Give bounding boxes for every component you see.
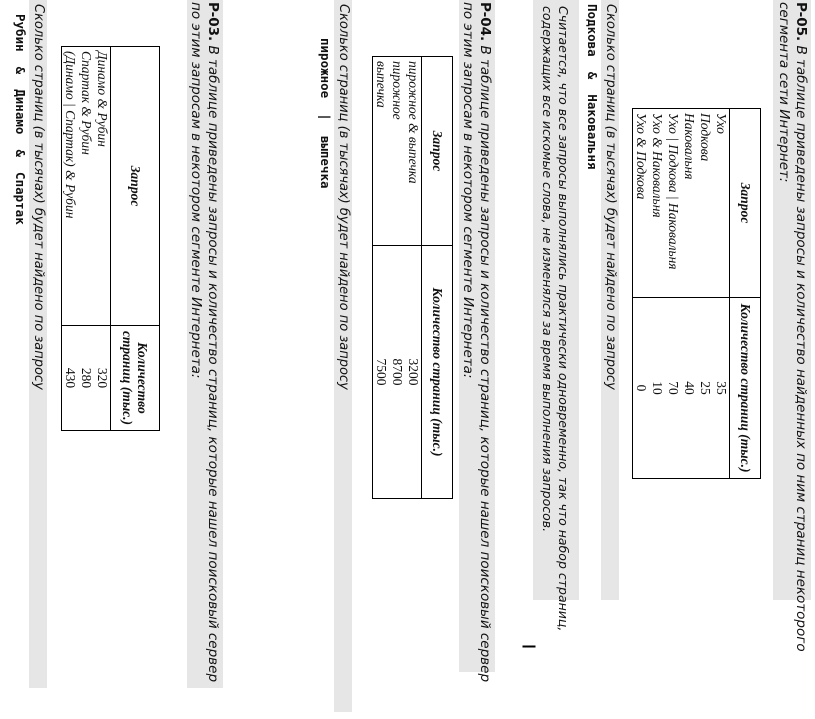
p04-query-cell: пирожное — [389, 57, 405, 246]
p04-question: Сколько страниц (в тысячах) будет найдено по запросу — [336, 4, 351, 390]
p05-count-cell: 25 — [697, 298, 713, 479]
p05-number: P-05. — [793, 2, 809, 42]
p05-query-cell: Ухо | Подкова | Наковальня — [665, 109, 681, 298]
p03-query-cell: Динамо & Рубин — [94, 47, 111, 326]
p05-count-cell: 40 — [681, 298, 697, 479]
p05-query-cell: Наковальня — [681, 109, 697, 298]
table-row — [62, 47, 79, 431]
table-row — [389, 57, 405, 499]
p05-note — [539, 6, 571, 631]
p04-text-line1: В таблице приведены запросы и количество страниц, которые нашел поисковый сервер — [477, 45, 493, 683]
p03-expression: Рубин & Динамо & Спартак — [13, 14, 28, 225]
p04-query-cell: пирожное & выпечка — [405, 57, 422, 246]
table-row — [665, 109, 681, 479]
p04-query-cell: выпечка — [373, 57, 390, 246]
p04-count-cell: 8700 — [389, 246, 405, 499]
p03-count-cell: 280 — [78, 326, 94, 431]
p05-text-line2: сегмента сети Интернет: — [776, 2, 792, 183]
p03-header-count — [111, 326, 160, 431]
table-row — [78, 47, 94, 431]
p03-number: P-03. — [205, 2, 221, 42]
p05-query-cell: Ухо & Наковальня — [649, 109, 665, 298]
p04-expression: пирожное | выпечка — [318, 38, 333, 189]
p03-text-line2: по этим запросам в некотором сегменте Интернета: — [188, 2, 204, 379]
p03-count-cell: 430 — [62, 326, 79, 431]
p04-count-cell: 3200 — [405, 246, 422, 499]
table-row — [94, 47, 111, 431]
p05-query-cell: Ухо & Подкова — [633, 109, 650, 298]
table-row — [405, 57, 422, 499]
p05-text-line1: В таблице приведены запросы и количество найденных по ним страниц некоторого — [793, 45, 809, 652]
separator-mark — [523, 646, 536, 648]
p04-header-count: Количество страниц (тыс.) — [422, 246, 453, 499]
p03-count-cell: 320 — [94, 326, 111, 431]
p03-query-cell: Спартак & Рубин — [78, 47, 94, 326]
p04-text-line2: по этим запросам в некотором сегменте Интернета: — [460, 2, 476, 379]
p04-count-cell: 7500 — [373, 246, 390, 499]
table-row — [681, 109, 697, 479]
table-row — [633, 109, 650, 479]
p05-statement — [775, 2, 809, 652]
table-row — [713, 109, 730, 479]
p03-header-count-line2: страниц (тыс.) — [120, 330, 135, 426]
p05-query-cell: Подкова — [697, 109, 713, 298]
p04-number: P-04. — [477, 2, 493, 42]
table-row — [697, 109, 713, 479]
p05-count-cell: 35 — [713, 298, 730, 479]
p05-note-line1: Считается, что все запросы выполнялись практически одновременно, так что набор страниц, — [556, 6, 571, 632]
p03-question: Сколько страниц (в тысячах) будет найдено по запросу — [31, 4, 46, 390]
p04-header-query: Запрос — [422, 57, 453, 246]
p03-table — [61, 46, 160, 431]
p03-text-line1: В таблице приведены запросы и количество страниц, которые нашел поисковый сервер — [205, 45, 221, 683]
p04-statement — [459, 2, 493, 682]
table-row — [373, 57, 390, 499]
p05-count-cell: 70 — [665, 298, 681, 479]
p03-header-query: Запрос — [111, 47, 160, 326]
p03-header-count-line1: Количество — [135, 342, 150, 414]
p05-question: Сколько страниц (в тысячах) будет найдено по запросу — [603, 4, 618, 390]
p05-count-cell: 0 — [633, 298, 650, 479]
p05-header-count: Количество страниц (тыс.) — [730, 298, 761, 479]
p05-header-query: Запрос — [730, 109, 761, 298]
p05-table — [632, 108, 761, 479]
p03-statement — [187, 2, 221, 682]
p03-query-cell: (Динамо | Спартак) & Рубин — [62, 47, 79, 326]
p04-table — [372, 56, 453, 499]
table-row — [649, 109, 665, 479]
p05-count-cell: 10 — [649, 298, 665, 479]
p05-note-line2: содержащих все искомые слова, не изменялся за время выполнения запросов. — [540, 6, 555, 533]
p05-expression: Подкова & Наковальня — [585, 4, 600, 170]
p05-query-cell: Ухо — [713, 109, 730, 298]
